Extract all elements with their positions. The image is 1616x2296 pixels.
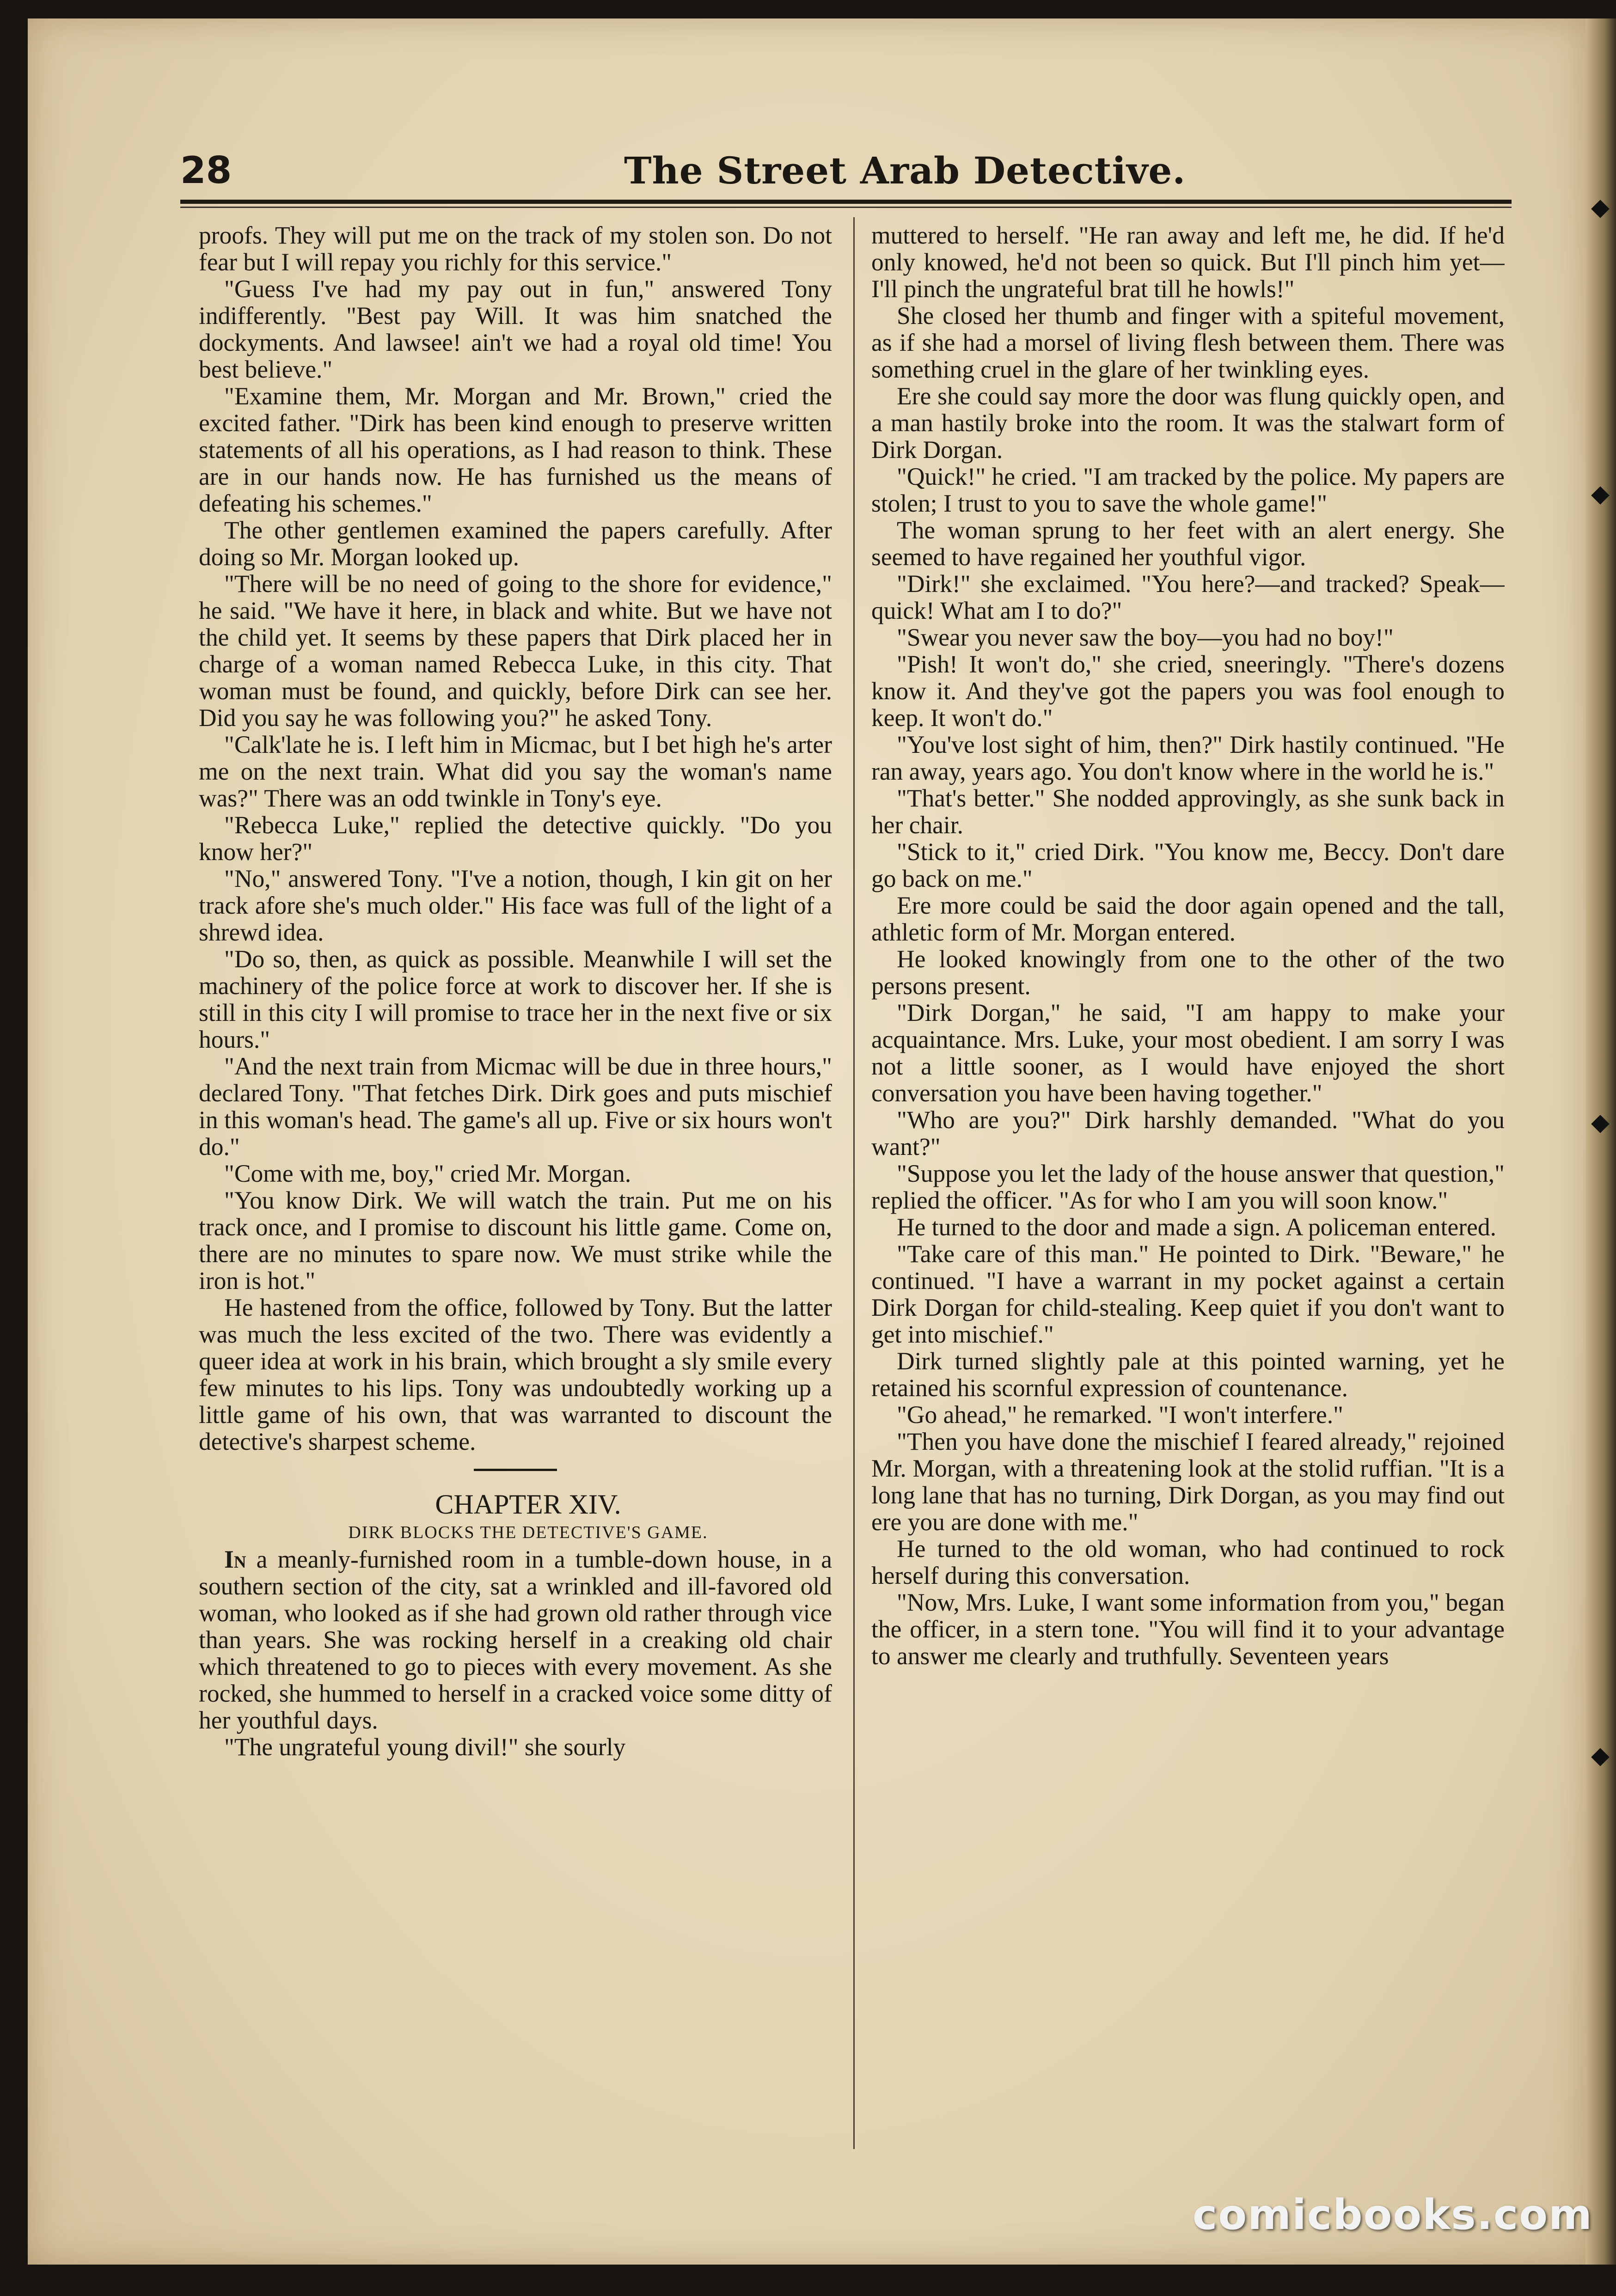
- paragraph: "Rebecca Luke," replied the detective quickly. "Do you know her?": [199, 811, 832, 866]
- paragraph: She closed her thumb and finger with a spiteful movement, as if she had a morsel of living flesh between them. There was something cruel in the glare of her twinkling eyes.: [871, 302, 1505, 383]
- paragraph: "Go ahead," he remarked. "I won't interfere.": [897, 1401, 1343, 1429]
- header-rule: [180, 200, 1512, 204]
- paragraph: "Pish! It won't do," she cried, sneeringly. "There's dozens know it. And they've got the papers you was fool enough to keep. It won't do.": [871, 650, 1505, 732]
- header-rule-thin: [180, 207, 1512, 208]
- paragraph: "You know Dirk. We will watch the train. Put me on his track once, and I promise to discount his little game. Come on, there are no minutes to spare now. We must strike while the iron is hot.": [199, 1186, 832, 1295]
- chapter-opening-paragraph: [199, 1546, 832, 1734]
- page-number: 28: [180, 149, 232, 192]
- watermark: comicbooks.com: [1193, 2191, 1593, 2239]
- running-title: The Street Arab Detective.: [624, 149, 1186, 192]
- paragraph: "And the next train from Micmac will be due in three hours," declared Tony. "That fetches Dirk. Dirk goes and puts mischief in this woman's head. The game's all up. Five or six hours won't do.": [199, 1052, 832, 1160]
- paragraph: He looked knowingly from one to the other of the two persons present.: [871, 945, 1505, 1000]
- column-divider: [853, 217, 855, 2149]
- chapter-subtitle: DIRK BLOCKS THE DETECTIVE'S GAME.: [348, 1523, 708, 1542]
- paragraph: proofs. They will put me on the track of my stolen son. Do not fear but I will repay you richly for this service.": [199, 222, 832, 276]
- paragraph: "The ungrateful young divil!" she sourly: [224, 1733, 626, 1761]
- paragraph: Ere more could be said the door again opened and the tall, athletic form of Mr. Morgan entered.: [871, 892, 1505, 946]
- paragraph: "Swear you never saw the boy—you had no boy!": [897, 623, 1394, 651]
- paragraph: "Guess I've had my pay out in fun," answered Tony indifferently. "Best pay Will. It was him snatched the dockyments. And lawsee! ain't we had a royal old time! You best believe.": [199, 275, 832, 383]
- right-column: [871, 222, 1505, 2144]
- paragraph: He turned to the door and made a sign. A policeman entered.: [897, 1213, 1496, 1241]
- paragraph: "Dirk!" she exclaimed. "You here?—and tracked? Speak—quick! What am I to do?": [871, 570, 1505, 624]
- paragraph: "There will be no need of going to the shore for evidence," he said. "We have it here, in black and white. But we have not the child yet. It seems by these papers that Dirk placed her in charge of a woman named Rebecca Luke, in this city. That woman must be found, and quickly, before Dirk can see her. Did you say he was following you?" he asked Tony.: [199, 570, 832, 732]
- paragraph: "Take care of this man." He pointed to Dirk. "Beware," he continued. "I have a warrant in my pocket against a certain Dirk Dorgan for child-stealing. Keep quiet if you don't want to get into mischief.": [871, 1240, 1505, 1348]
- paragraph: He hastened from the office, followed by Tony. But the latter was much the less excited of the two. There was evidently a queer idea at work in his brain, which brought a sly smile every few minutes to his lips. Tony was undoubtedly working up a little game of his own, that was warranted to discount the detective's sharpest scheme.: [199, 1294, 832, 1455]
- paragraph: "Do so, then, as quick as possible. Meanwhile I will set the machinery of the police force at work to discover her. If she is still in this city I will promise to trace her in the next five or six hours.": [199, 945, 832, 1053]
- paragraph: "Now, Mrs. Luke, I want some information from you," began the officer, in a stern tone. "You will find it to your advantage to answer me clearly and truthfully. Seventeen years: [871, 1588, 1505, 1670]
- paragraph: "Then you have done the mischief I feared already," rejoined Mr. Morgan, with a threatening look at the stolid ruffian. "It is a long lane that has no turning, Dirk Dorgan, as you may find out ere you are done with me.": [871, 1428, 1505, 1536]
- paragraph: "Quick!" he cried. "I am tracked by the police. My papers are stolen; I trust to you to save the whole game!": [871, 463, 1505, 517]
- chapter-title: CHAPTER XIV.: [435, 1489, 621, 1520]
- chapter-first-word: In: [224, 1545, 246, 1573]
- page-header: [180, 143, 1512, 199]
- paragraph: "Calk'late he is. I left him in Micmac, but I bet high he's arter me on the next train. What did you say the woman's name was?" There was an odd twinkle in Tony's eye.: [199, 731, 832, 812]
- binding-ornament-icon: [1590, 199, 1610, 219]
- binding-ornament-icon: [1590, 485, 1610, 506]
- paragraph: The other gentlemen examined the papers carefully. After doing so Mr. Morgan looked up.: [199, 516, 832, 571]
- section-divider: [474, 1469, 557, 1471]
- paragraph: He turned to the old woman, who had continued to rock herself during this conversation.: [871, 1535, 1505, 1589]
- page-spine-edge: [1585, 18, 1616, 2265]
- chapter-opening-text: a meanly-furnished room in a tumble-down house, in a southern section of the city, sat a wrinkled and ill-favored old woman, who looked as if she had grown old rather through vice than years. She was rocking herself in a creaking old chair which threatened to go to pieces with every movement. As she rocked, she hummed to herself in a cracked voice some ditty of her youthful days.: [199, 1545, 832, 1734]
- paragraph: "Come with me, boy," cried Mr. Morgan.: [224, 1160, 631, 1187]
- paragraph: "Suppose you let the lady of the house answer that question," replied the officer. "As for who I am you will soon know.": [871, 1160, 1505, 1214]
- binding-ornament-icon: [1590, 1114, 1610, 1134]
- paragraph: Ere she could say more the door was flung quickly open, and a man hastily broke into the room. It was the stalwart form of Dirk Dorgan.: [871, 382, 1505, 464]
- paragraph: "Dirk Dorgan," he said, "I am happy to make your acquaintance. Mrs. Luke, your most obedient. I am sorry I was not a little sooner, as I would have enjoyed the short conversation you have been having together.": [871, 999, 1505, 1107]
- paragraph: The woman sprung to her feet with an alert energy. She seemed to have regained her youthful vigor.: [871, 516, 1505, 571]
- paragraph: "Examine them, Mr. Morgan and Mr. Brown," cried the excited father. "Dirk has been kind enough to preserve written statements of all his operations, as I had reason to think. These are in our hands now. He has furnished us the means of defeating his schemes.": [199, 382, 832, 517]
- paragraph: "Stick to it," cried Dirk. "You know me, Beccy. Don't dare go back on me.": [871, 838, 1505, 892]
- binding-ornament-icon: [1590, 1747, 1610, 1767]
- paragraph: "That's better." She nodded approvingly, as she sunk back in her chair.: [871, 784, 1505, 839]
- paragraph: "You've lost sight of him, then?" Dirk hastily continued. "He ran away, years ago. You don't know where in the world he is.": [871, 731, 1505, 785]
- paragraph: "Who are you?" Dirk harshly demanded. "What do you want?": [871, 1106, 1505, 1160]
- paragraph: muttered to herself. "He ran away and left me, he did. If he'd only knowed, he'd not been so quick. But I'll pinch him yet—I'll pinch the ungrateful brat till he howls!": [871, 222, 1505, 303]
- paragraph: "No," answered Tony. "I've a notion, though, I kin git on her track afore she's much older." His face was full of the light of a shrewd idea.: [199, 865, 832, 946]
- paragraph: Dirk turned slightly pale at this pointed warning, yet he retained his scornful expression of countenance.: [871, 1347, 1505, 1402]
- left-column: [199, 222, 832, 2144]
